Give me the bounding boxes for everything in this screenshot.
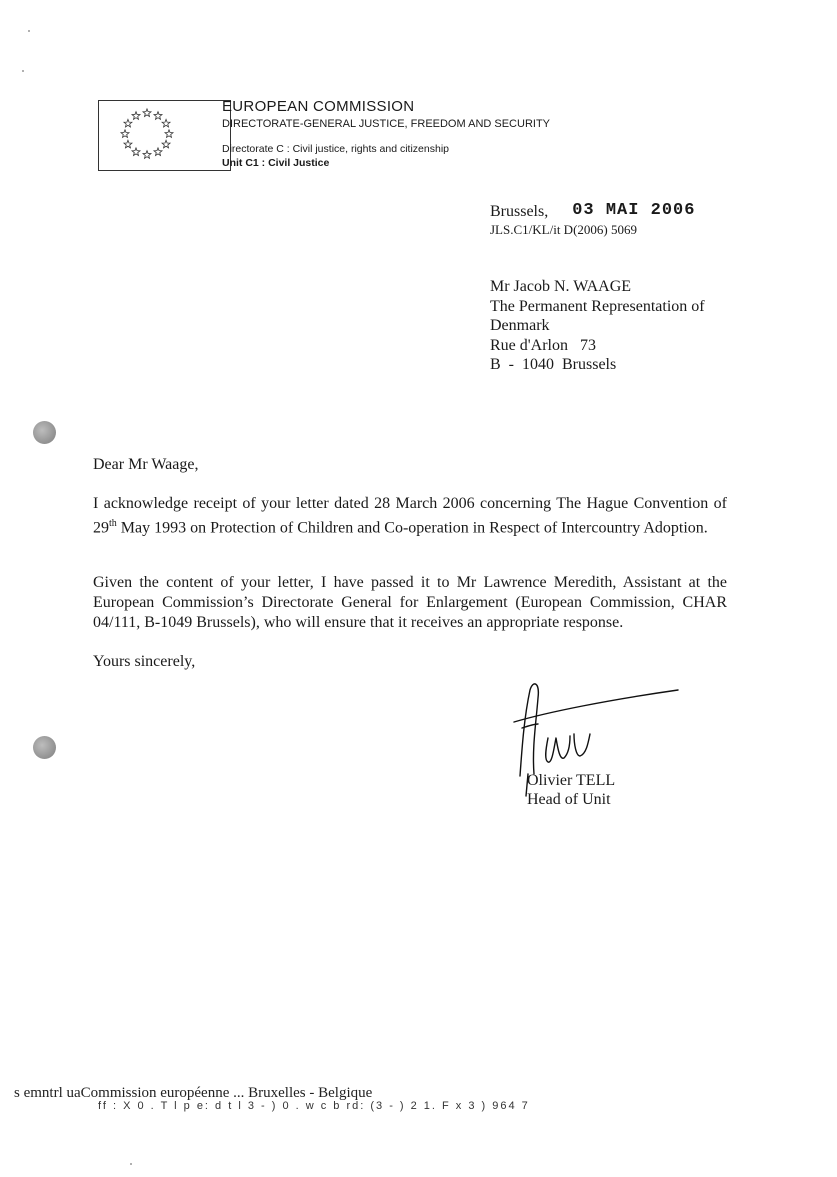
eu-logo bbox=[98, 100, 231, 171]
star-icon bbox=[143, 109, 151, 117]
star-icon bbox=[154, 148, 162, 156]
star-icon bbox=[132, 148, 140, 156]
reference-number: JLS.C1/KL/it D(2006) 5069 bbox=[490, 222, 637, 237]
recipient-address bbox=[490, 277, 705, 375]
paragraph-1-text-cont: May 1993 on Protection of Children and Co-operation in Respect of Intercountry Adoption. bbox=[116, 519, 708, 537]
salutation: Dear Mr Waage, bbox=[93, 456, 199, 473]
paragraph-2: Given the content of your letter, I have passed it to Mr Lawrence Meredith, Assistant at the European Commission’s Directorate General for Enlargement (European Commission, CHAR 04/111, B-1049 Brussels), who will ensure that it receives an appropriate response. bbox=[93, 574, 727, 631]
recipient-line: B - 1040 Brussels bbox=[490, 356, 617, 373]
star-icon bbox=[162, 140, 170, 148]
paragraph-1-text: I acknowledge receipt of your letter dated 28 March 2006 concerning The Hague Convention of 29 bbox=[93, 495, 727, 537]
place: Brussels, bbox=[490, 203, 549, 220]
footer-line: ff : X 0 . T l p e: d t l 3 - ) 0 . w c b rd: (3 - ) 2 1. F x 3 ) 964 7 bbox=[98, 1100, 530, 1112]
star-icon bbox=[124, 140, 132, 148]
recipient-line: Mr Jacob N. WAAGE bbox=[490, 278, 632, 295]
scan-speck bbox=[130, 1163, 132, 1165]
punch-hole bbox=[33, 736, 56, 759]
scan-speck bbox=[22, 70, 24, 72]
punch-hole bbox=[33, 421, 56, 444]
directorate-general: DIRECTORATE-GENERAL JUSTICE, FREEDOM AND SECURITY bbox=[222, 118, 551, 130]
star-icon bbox=[154, 112, 162, 120]
closing: Yours sincerely, bbox=[93, 653, 196, 670]
star-icon bbox=[143, 151, 151, 159]
recipient-line: The Permanent Representation of bbox=[490, 297, 705, 315]
signatory-title: Head of Unit bbox=[527, 791, 611, 808]
signatory-name: Olivier TELL bbox=[527, 772, 616, 789]
organization-name: EUROPEAN COMMISSION bbox=[222, 98, 415, 115]
unit: Unit C1 : Civil Justice bbox=[222, 157, 330, 169]
eu-flag-stars-icon bbox=[99, 101, 230, 170]
date-stamp: 03 MAI 2006 bbox=[572, 201, 696, 220]
star-icon bbox=[165, 130, 173, 138]
paragraph-1 bbox=[93, 494, 727, 538]
directorate: Directorate C : Civil justice, rights and citizenship bbox=[222, 143, 450, 155]
date-line bbox=[490, 203, 695, 222]
star-icon bbox=[124, 119, 132, 127]
star-icon bbox=[121, 130, 129, 138]
star-icon bbox=[162, 119, 170, 127]
recipient-line: Denmark bbox=[490, 317, 550, 334]
ordinal-suffix: th bbox=[109, 518, 117, 529]
footer-line: s emntrl uaCommission européenne ... Bruxelles - Belgique bbox=[14, 1085, 373, 1101]
recipient-line: Rue d'Arlon 73 bbox=[490, 336, 596, 354]
scan-speck bbox=[28, 30, 30, 32]
star-icon bbox=[132, 112, 140, 120]
